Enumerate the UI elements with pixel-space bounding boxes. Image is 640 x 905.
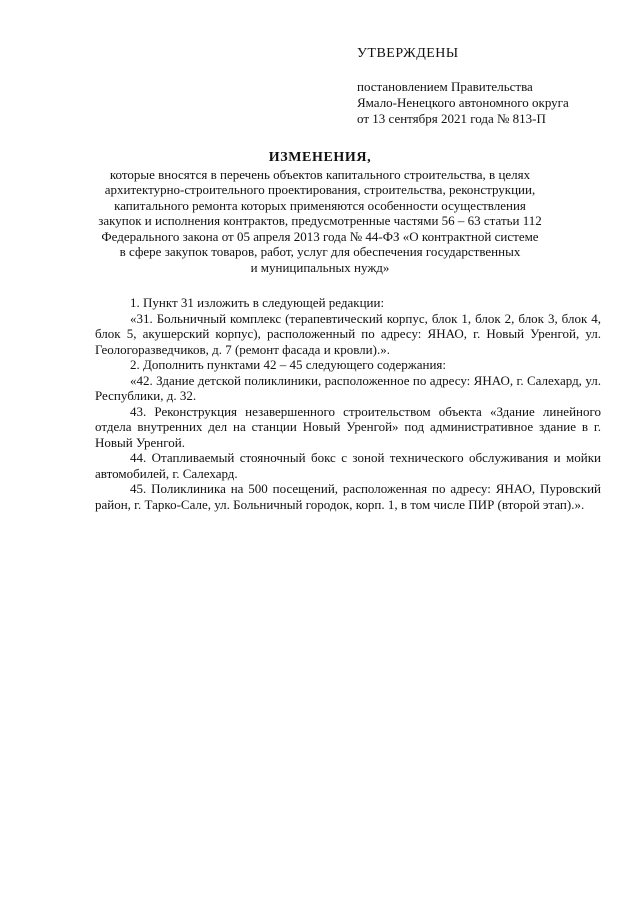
approval-line: Ямало-Ненецкого автономного округа [357, 95, 569, 110]
heading-line: Федерального закона от 05 апреля 2013 года № 44-ФЗ «О контрактной системе [101, 228, 539, 244]
heading-line: в сфере закупок товаров, работ, услуг для обеспечения государственных [119, 244, 521, 259]
heading-line: которые вносятся в перечень объектов капитального строительства, в целях [109, 166, 531, 182]
paragraph-item-45: 45. Поликлиника на 500 посещений, расположенная по адресу: ЯНАО, Пуровский район, г. Тарко-Сале, ул. Больничный городок, корп. 1, в том числе ПИР (второй этап).». [95, 481, 601, 512]
paragraph-item-43: 43. Реконструкция незавершенного строительством объекта «Здание линейного отдела внутренних дел на станции Новый Уренгой» под административное здание в г. Новый Уренгой. [95, 403, 601, 450]
approval-line: от 13 сентября 2021 года № 813-П [357, 111, 546, 126]
paragraph-item-44: 44. Отапливаемый стояночный бокс с зоной технического обслуживания и мойки автомобилей, г. Салехард. [95, 450, 601, 481]
paragraph-item-2-intro: 2. Дополнить пунктами 42 – 45 следующего содержания: [130, 357, 447, 372]
heading-line: капитального ремонта которых применяются особенности осуществления [114, 197, 526, 213]
heading-line: и муниципальных нужд» [250, 259, 390, 275]
paragraph-item-42: «42. Здание детской поликлиники, расположенное по адресу: ЯНАО, г. Салехард, ул. Республики, д. 32. [95, 372, 601, 403]
heading-line: архитектурно-строительного проектирования, строительства, реконструкции, [104, 182, 536, 197]
approval-line: постановлением Правительства [357, 79, 533, 94]
heading-title: ИЗМЕНЕНИЯ, [268, 150, 372, 165]
paragraph-item-31: «31. Больничный комплекс (терапевтический корпус, блок 1, блок 2, блок 3, блок 4, блок 5, акушерский корпус), расположенный по адресу: ЯНАО, г. Новый Уренгой, ул. Геологоразведчиков, д. 7 (ремонт фасада и кровли).». [95, 310, 601, 357]
paragraph-item-1-intro: 1. Пункт 31 изложить в следующей редакции: [130, 295, 385, 310]
heading-line: закупок и исполнения контрактов, предусмотренные частями 56 – 63 статьи 112 [98, 213, 542, 228]
approval-title: УТВЕРЖДЕНЫ [357, 46, 459, 61]
document-body [95, 295, 601, 512]
approval-block [357, 46, 627, 127]
document-heading [80, 150, 560, 275]
